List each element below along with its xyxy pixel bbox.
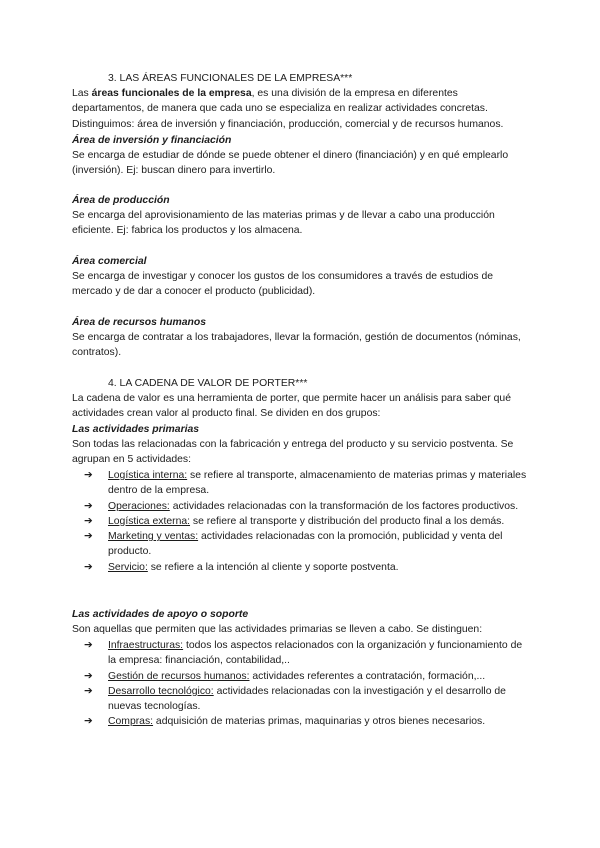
primary-activities-title: Las actividades primarias: [72, 424, 200, 435]
area-text-produccion: Se encarga del aprovisionamiento de las materias primas y de llevar a cabo una producción eficiente. Ej: fabrica los productos y los almacena.: [72, 210, 495, 237]
intro-rest: , es una división de la empresa en diferentes departamentos, de manera que cada uno se especializa en realizar actividades concretas.: [72, 88, 488, 115]
list-item-term: Infraestructuras:: [108, 640, 184, 651]
area-text-inversion: Se encarga de estudiar de dónde se puede obtener el dinero (financiación) y en qué emplearlo (inversión). Ej: buscan dinero para invertirlo.: [72, 150, 509, 177]
arrow-icon: ➔: [84, 716, 93, 728]
section-4-heading: 4. LA CADENA DE VALOR DE PORTER***: [108, 378, 308, 389]
list-item-term: Desarrollo tecnológico:: [108, 685, 214, 697]
list-item-desc: se refiere a la intención al cliente y soporte postventa.: [147, 561, 399, 573]
area-text-comercial: Se encarga de investigar y conocer los gustos de los consumidores a través de estudios de mercado y de dar a conocer el producto (publicidad).: [72, 271, 494, 298]
list-item-desc: actividades relacionadas con la promoción, publicidad y venta del producto.: [108, 531, 503, 558]
list-item-desc: actividades relacionadas con la investigación y el desarrollo de nuevas tecnologías.: [108, 685, 506, 713]
list-item-term: Gestión de recursos humanos:: [108, 670, 250, 682]
primary-activities-list: [72, 468, 532, 575]
arrow-icon: ➔: [84, 531, 93, 543]
arrow-icon: ➔: [84, 500, 93, 512]
arrow-icon: ➔: [84, 685, 93, 697]
list-item: [72, 468, 532, 499]
area-text-rrhh: Se encarga de contratar a los trabajadores, llevar la formación, gestión de documentos (nóminas, contratos).: [72, 332, 521, 359]
list-item-term: Marketing y ventas:: [108, 531, 199, 543]
arrow-icon: ➔: [84, 470, 93, 481]
list-item-desc: se refiere al transporte y distribución del producto final a los demás.: [190, 515, 505, 527]
list-item-desc: todos los aspectos relacionados con la organización y funcionamiento de la empresa: financiación, contabilidad,..: [108, 640, 523, 667]
area-title-rrhh: Área de recursos humanos: [72, 317, 206, 328]
arrow-icon: ➔: [84, 561, 93, 573]
intro-bold-term: áreas funcionales de la empresa: [91, 88, 252, 99]
support-activities-text: Son aquellas que permiten que las actividades primarias se lleven a cabo. Se distinguen:: [72, 624, 483, 635]
section-3-heading: 3. LAS ÁREAS FUNCIONALES DE LA EMPRESA***: [108, 73, 353, 84]
arrow-icon: ➔: [84, 640, 93, 651]
primary-activities-text: Son todas las relacionadas con la fabricación y entrega del producto y su servicio postventa. Se agrupan en 5 actividades:: [72, 439, 514, 466]
list-item-desc: actividades referentes a contratación, formación,...: [249, 670, 486, 682]
list-item-term: Compras:: [108, 716, 154, 728]
section-3-distinguish: Distinguimos: área de inversión y financiación, producción, comercial y de recursos humanos.: [72, 119, 504, 130]
list-item-desc: se refiere al transporte, almacenamiento de materias primas y materiales dentro de la empresa.: [108, 470, 527, 497]
list-item-desc: actividades relacionadas con la transformación de los factores productivos.: [169, 500, 519, 512]
list-item-desc: adquisición de materias primas, maquinarias y otros bienes necesarios.: [153, 716, 486, 728]
list-item: [72, 529, 532, 560]
list-item: [72, 560, 532, 575]
list-item-term: Logística interna:: [108, 470, 188, 481]
list-item-term: Logística externa:: [108, 515, 191, 527]
intro-lead: Las: [72, 88, 92, 99]
support-activities-title: Las actividades de apoyo o soporte: [72, 609, 249, 620]
area-title-inversion: Área de inversión y financiación: [72, 135, 232, 146]
arrow-icon: ➔: [84, 515, 93, 527]
area-title-comercial: Área comercial: [72, 256, 147, 267]
list-item: [72, 638, 532, 669]
list-item: [72, 669, 532, 684]
list-item-term: Operaciones:: [108, 500, 170, 512]
area-title-produccion: Área de producción: [72, 195, 170, 206]
arrow-icon: ➔: [84, 670, 93, 682]
list-item: [72, 514, 532, 529]
list-item-term: Servicio:: [108, 561, 148, 573]
support-activities-list: [72, 638, 532, 730]
list-item: [72, 684, 532, 715]
list-item: [72, 499, 532, 514]
section-3-intro: [72, 86, 532, 117]
list-item: [72, 714, 532, 729]
section-4-intro: La cadena de valor es una herramienta de porter, que permite hacer un análisis para saber qué actividades crean valor al producto final. Se dividen en dos grupos:: [72, 393, 511, 420]
